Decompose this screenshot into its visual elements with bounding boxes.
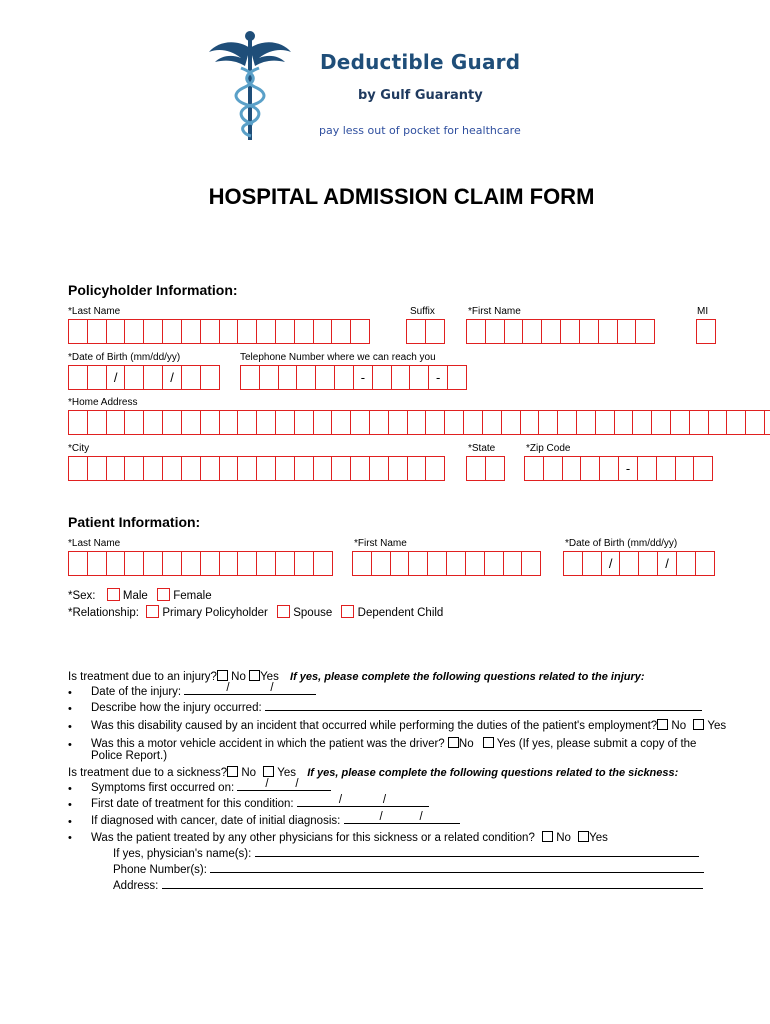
bullet: • [68,832,72,844]
pt-last-name-boxes[interactable] [68,551,331,576]
sex-label: *Sex: [68,590,96,602]
duty-no-label: No [671,720,687,732]
sex-row [68,588,212,602]
first-treatment-row [91,794,429,810]
spouse-label: Spouse [293,607,333,619]
dependent-label: Dependent Child [357,607,444,619]
sickness-no-label: No [241,767,257,779]
vehicle-continuation: Police Report.) [91,750,168,762]
injury-vehicle-row [91,737,696,750]
ph-mi-box[interactable] [696,319,716,344]
ph-phone-label: Telephone Number where we can reach you [240,352,436,363]
injury-describe-field[interactable] [265,702,702,711]
ph-first-name-boxes[interactable] [466,319,654,344]
physician-address-field[interactable] [162,880,703,889]
vehicle-yes-label: Yes (If yes, please submit a copy of the [496,738,697,750]
ph-address-boxes[interactable] [68,410,770,435]
form-title: HOSPITAL ADMISSION CLAIM FORM [208,184,595,209]
logo [205,28,295,143]
relationship-label: *Relationship: [68,607,139,619]
pt-dob-boxes[interactable] [563,551,714,576]
ph-suffix-boxes[interactable] [406,319,444,344]
duty-yes-label: Yes [707,720,727,732]
physician-name-label: If yes, physician's name(s): [113,848,252,860]
brand-tagline: pay less out of pocket for healthcare [319,124,521,137]
caduceus-icon [205,28,295,143]
bullet: • [68,687,72,699]
phone-dash: - [435,370,441,385]
injury-question: Is treatment due to an injury? [68,671,217,683]
primary-checkbox[interactable] [146,605,159,618]
injury-date-label: Date of the injury: [91,686,182,698]
vehicle-no-checkbox[interactable] [448,737,459,748]
ph-dob-boxes[interactable] [68,365,219,390]
duty-no-checkbox[interactable] [657,719,668,730]
male-label: Male [122,590,148,602]
physician-name-row [113,848,699,860]
sickness-question-row [68,766,678,779]
male-checkbox[interactable] [107,588,120,601]
brand-name: Deductible Guard [320,50,521,74]
physician-phone-label: Phone Number(s): [113,864,207,876]
ph-zip-label: *Zip Code [526,443,571,454]
dob-slash: / [665,556,669,571]
ph-zip-boxes[interactable] [524,456,712,481]
other-yes-label: Yes [589,832,608,844]
patient-heading: Patient Information: [68,514,201,530]
injury-describe-label: Describe how the injury occurred: [91,702,262,714]
spouse-checkbox[interactable] [277,605,290,618]
bullet: • [68,799,72,811]
bullet: • [68,721,72,733]
ph-city-label: *City [68,443,90,454]
ph-state-boxes[interactable] [466,456,504,481]
ph-mi-label: MI [697,306,709,317]
vehicle-no-label: No [458,738,474,750]
injury-question-row [68,670,645,683]
injury-date-field[interactable]: / / [184,686,316,695]
relationship-row [68,605,443,619]
bullet: • [68,783,72,795]
sickness-instruction: If yes, please complete the following questions related to the sickness: [307,767,679,779]
ph-state-label: *State [468,443,496,454]
dependent-checkbox[interactable] [341,605,354,618]
policyholder-heading: Policyholder Information: [68,282,238,298]
injury-date-row [91,682,316,698]
sickness-question: Is treatment due to a sickness? [68,767,228,779]
other-physicians-question: Was the patient treated by any other physicians for this sickness or a related condition? [91,832,535,844]
pt-last-name-label: *Last Name [68,538,121,549]
pt-dob-label: *Date of Birth (mm/dd/yy) [565,538,678,549]
cancer-field[interactable]: / / [344,815,460,824]
ph-last-name-boxes[interactable] [68,319,369,344]
vehicle-yes-checkbox[interactable] [483,737,494,748]
ph-suffix-label: Suffix [410,306,435,317]
symptoms-label: Symptoms first occurred on: [91,782,235,794]
injury-no-label: No [231,671,246,683]
injury-no-checkbox[interactable] [217,670,228,681]
ph-phone-boxes[interactable] [240,365,466,390]
brand-byline: by Gulf Guaranty [358,88,483,103]
pt-first-name-boxes[interactable] [352,551,540,576]
injury-instruction: If yes, please complete the following questions related to the injury: [290,671,645,683]
pt-first-name-label: *First Name [354,538,407,549]
cancer-label: If diagnosed with cancer, date of initial diagnosis: [91,815,341,827]
physician-phone-row [113,864,704,876]
other-yes-checkbox[interactable] [578,831,589,842]
dob-slash: / [113,370,118,385]
first-treatment-label: First date of treatment for this condition: [91,798,294,810]
ph-address-label: *Home Address [68,397,138,408]
injury-yes-label: Yes [260,671,279,683]
bullet: • [68,739,72,751]
sickness-yes-checkbox[interactable] [263,766,274,777]
bullet: • [68,816,72,828]
other-no-label: No [556,832,571,844]
female-checkbox[interactable] [157,588,170,601]
bullet: • [68,703,72,715]
dob-slash: / [608,556,613,571]
physician-phone-field[interactable] [210,864,704,873]
injury-describe-row [91,702,702,714]
other-no-checkbox[interactable] [542,831,553,842]
injury-vehicle-question: Was this a motor vehicle accident in which the patient was the driver? [91,738,445,750]
symptoms-row [91,778,331,794]
primary-label: Primary Policyholder [162,607,268,619]
symptoms-field[interactable]: / / [237,782,331,791]
sickness-yes-label: Yes [277,767,297,779]
physician-address-label: Address: [113,880,159,892]
cancer-row [91,811,460,827]
phone-dash: - [360,370,366,385]
female-label: Female [173,590,212,602]
injury-duty-row [91,719,726,732]
other-physicians-row [91,831,608,844]
duty-yes-checkbox[interactable] [693,719,704,730]
zip-dash: - [625,461,631,476]
ph-city-boxes[interactable] [68,456,444,481]
ph-last-name-label: *Last Name [68,306,121,317]
injury-duty-question: Was this disability caused by an incident that occurred while performing the duties of the patient's employment? [91,720,658,732]
ph-first-name-label: *First Name [468,306,521,317]
physician-name-field[interactable] [255,848,699,857]
first-treatment-field[interactable]: / / [297,798,429,807]
dob-slash: / [170,370,174,385]
sickness-no-checkbox[interactable] [227,766,238,777]
ph-dob-label: *Date of Birth (mm/dd/yy) [68,352,181,363]
physician-address-row [113,880,703,892]
injury-yes-checkbox[interactable] [249,670,260,681]
